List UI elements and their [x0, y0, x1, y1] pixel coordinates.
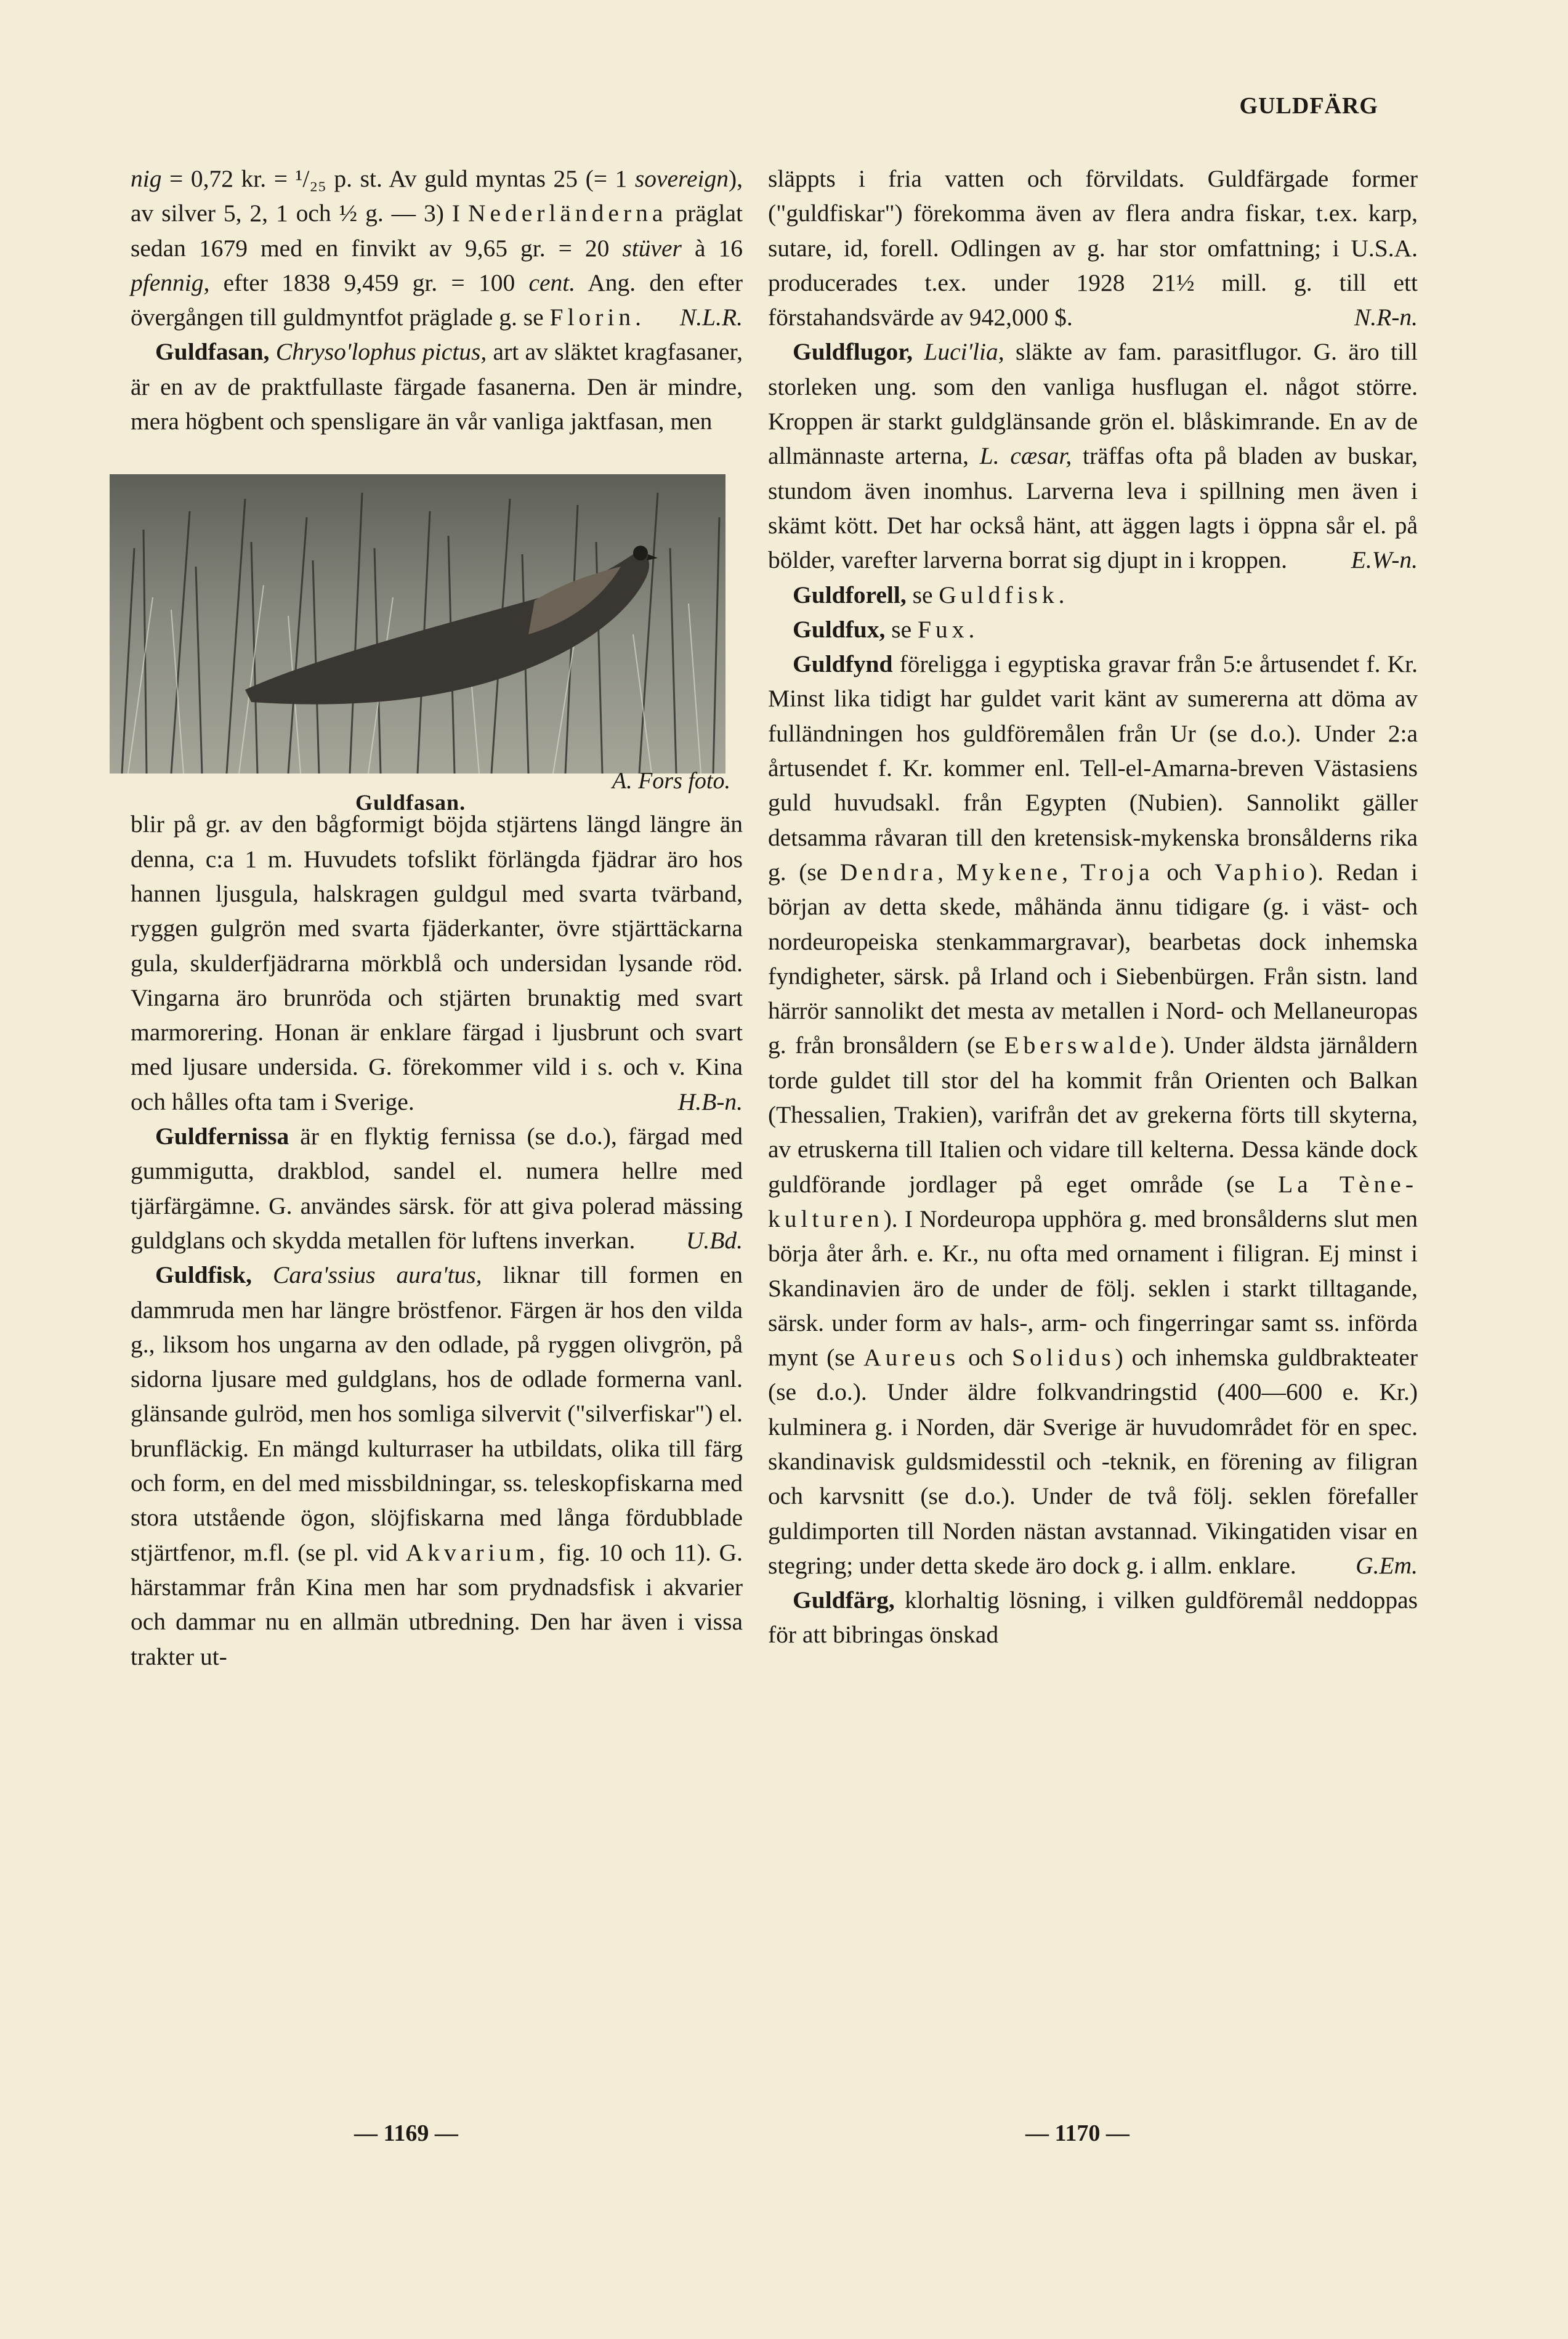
left-column — [131, 161, 743, 1674]
entry-guldflugor: Guldflugor, Luci'lia, släkte av fam. parasitflugor. G. äro till storleken ung. som den vanliga husflugan el. något större. Kroppen är starkt guldglänsande grön el. blåskimrande. En av de allmännaste arterna, L. cæsar, träffas ofta på bladen av buskar, stundom även inomhus. Larverna leva i spillning men även i skämt kött. Det har också hänt, att äggen lagts i öppna sår el. på bölder, varefter larverna borrat sig djupt in i kroppen. E.W-n. — [768, 334, 1418, 577]
pheasant-photo — [110, 474, 725, 774]
author-signature: G.Em. — [1356, 1551, 1418, 1579]
right-column — [768, 161, 1418, 1652]
page-number-left: — 1169 — — [354, 2120, 458, 2146]
entry-coin-continuation: nig = 0,72 kr. = ¹/₂₅ p. st. Av guld myntas 25 (= 1 sovereign), av silver 5, 2, 1 och ½ g. — 3) I Nederländerna präglat sedan 1679 med en finvikt av 9,65 gr. = 20 stüver à 16 pfennig, efter 1838 9,459 gr. = 100 cent. Ang. den efter övergången till guldmyntfot präglade g. se Florin. N.L.R. — [131, 161, 743, 334]
author-signature: E.W-n. — [1351, 546, 1418, 574]
entry-headword: Guldfasan, — [155, 338, 270, 366]
author-signature: N.R-n. — [1354, 304, 1418, 331]
entry-headword: Guldflugor, — [793, 338, 913, 366]
entry-guldfisk-continued: släppts i fria vatten och förvildats. Guldfärgade former ("guldfiskar") förekomma även av flera andra fiskar, t.ex. karp, sutare, id, forell. Odlingen av g. har stor omfattning; i U.S.A. producerades t.ex. under 1928 21½ mill. g. till ett förstahandsvärde av 942,000 $. N.R-n. — [768, 161, 1418, 334]
page-number-right: — 1170 — — [1025, 2120, 1130, 2146]
photo-credit: A. Fors foto. — [612, 768, 730, 794]
entry-guldfarg: Guldfärg, klorhaltig lösning, i vilken guldföremål neddoppas för att bibringas önskad — [768, 1586, 1418, 1649]
entry-headword: Guldfynd — [793, 650, 893, 678]
author-signature: N.L.R. — [679, 304, 743, 331]
entry-guldfynd: Guldfynd föreligga i egyptiska gravar från 5:e årtusendet f. Kr. Minst lika tidigt har guldet varit känt av sumererna att döma av fulländningen hos guldföremålen från Ur (se d.o.). Under 2:a årtusendet f. Kr. kommer enl. Tell-el-Amarna-breven Västasiens guld huvudsakl. från Egypten (Nubien). Sannolikt gäller detsamma råvaran till den kretensisk-mykenska bronsålderns rika g. (se Dendra, Mykene, Troja och Vaphio). Redan i början av detta skede, måhända ännu tidigare (g. i väst- och nordeuropeiska stenkammargravar), bearbetas dock inhemska fyndigheter, särsk. på Irland och i Siebenbürgen. Från sistn. land härrör sannolikt det mesta av metallen i Nord- och Mellaneuropas g. från bronsåldern (se Eberswalde). Under äldsta järnåldern torde guldet till stor del ha kommit från Orienten och Balkan (Thessalien, Trakien), varifrån det av grekerna förts till skyterna, av etruskerna till Italien och vidare till kelterna. Dessa kände dock guldförande jordlager på eget område (se La Tène-kulturen). I Nordeuropa upphöra g. med bronsålderns slut men börja åter årh. e. Kr., nu ofta med ornament i filigran. Ej minst i Skandinavien äro de under de följ. seklen i starkt tilltagande, särsk. under form av hals-, arm- och fingerringar samt ss. införda mynt (se Aureus och Solidus) och inhemska guldbrakteater (se d.o.). Under äldre folkvandringstid (400—600 e. Kr.) kulminera g. i Norden, där Sverige är huvudområdet för en spec. skandinavisk guldsmidesstil och -teknik, en förening av filigran och karvsnitt (se d.o.). Under de två följ. seklen förefaller guldimporten till Norden nästan avstannad. Vikingatiden visar en stegring; under detta skede äro dock g. i allm. enklare. G.Em. — [768, 647, 1418, 1583]
entry-headword: Guldforell, — [793, 581, 907, 608]
entry-guldforell: Guldforell, se Guldfisk. — [793, 581, 1069, 608]
entry-guldfisk: Guldfisk, Cara'ssius aura'tus, liknar till formen en dammruda men har längre bröstfenor. Färgen är hos den vilda g., liksom hos ungarna av den odlade, på ryggen olivgrön, på sidorna ljusare med guldglans, hos de odlade formerna vanl. glänsande gulröd, men hos somliga silvervit ("silverfiskar") el. brunfläckig. En mängd kulturraser ha utbildats, olika till färg och form, en del med missbildningar, ss. teleskopfiskarna med stora utstående ögon, slöjfiskarna med långa fördubblade stjärtfenor, m.fl. (se pl. vid Akvarium, fig. 10 och 11). G. härstammar från Kina men har som prydnadsfisk i akvarier och dammar nu en allmän utbredning. Den har även i vissa trakter ut- — [131, 1261, 743, 1670]
figure-guldfasan — [131, 474, 743, 815]
figure-caption: Guldfasan. — [355, 790, 466, 815]
entry-headword: Guldfernissa — [155, 1123, 289, 1150]
entry-guldfasan-continued: blir på gr. av den bågformigt böjda stjärtens längd längre än denna, c:a 1 m. Huvudets tofslikt förlängda fjädrar äro hos hannen ljusgula, halskragen guldgul med svarta tvärband, ryggen gulgrön med svarta fjäderkanter, övre stjärttäckarna gula, skulderfjädrarna mörkblå och undersidan lysande röd. Vingarna äro brunröda och stjärten brunaktig med svart marmorering. Honan är enklare färgad i ljusbrunt och svart med ljusare undersida. G. förekommer vild i s. och v. Kina och hålles ofta tam i Sverige. H.B-n. — [131, 807, 743, 1119]
entry-guldfernissa: Guldfernissa är en flyktig fernissa (se d.o.), färgad med gummigutta, drakblod, sandel el. numera hellre med tjärfärgämne. G. användes särsk. för att giva polerad mässing guldglans och skydda metallen för luftens inverkan. U.Bd. — [131, 1119, 743, 1258]
entry-guldfux: Guldfux, se Fux. — [793, 615, 979, 643]
author-signature: U.Bd. — [685, 1226, 743, 1254]
entry-guldfasan: Guldfasan, Chryso'lophus pictus, art av släktet kragfasaner, är en av de praktfullaste färgade fasanerna. Den är mindre, mera högbent och spensligare än vår vanliga jaktfasan, men — [131, 338, 743, 435]
running-header: GULDFÄRG — [1239, 93, 1378, 119]
entry-headword: Guldfärg, — [793, 1586, 895, 1614]
entry-headword: Guldfisk, — [155, 1261, 252, 1289]
entry-headword: Guldfux, — [793, 615, 886, 643]
author-signature: H.B-n. — [677, 1088, 743, 1115]
